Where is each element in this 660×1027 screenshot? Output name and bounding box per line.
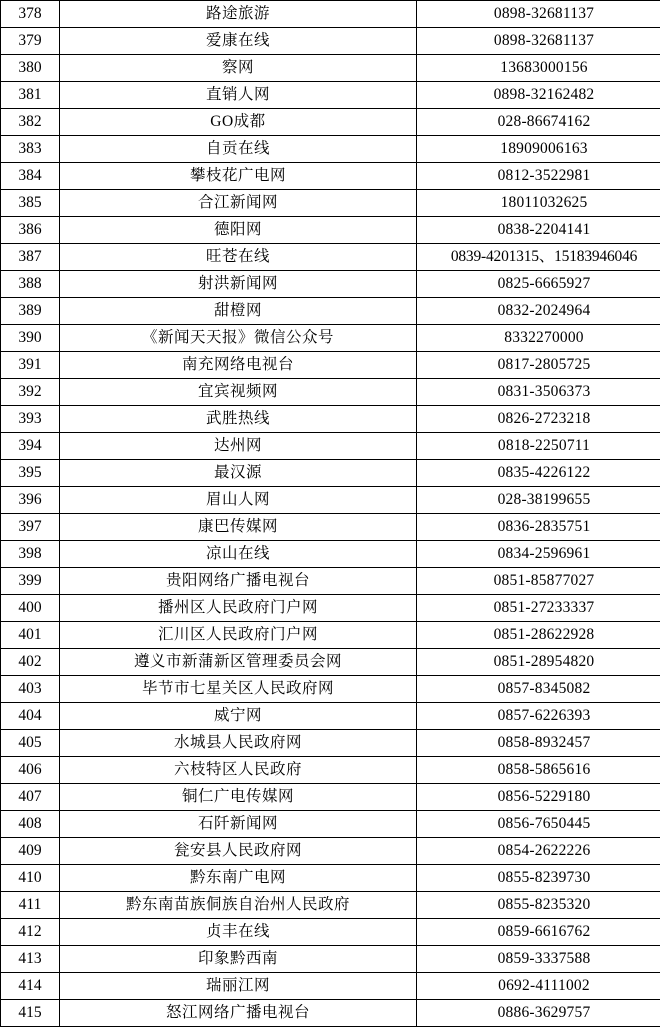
row-phone: 028-86674162 — [417, 109, 660, 136]
row-name: 旺苍在线 — [60, 244, 417, 271]
row-phone: 0858-8932457 — [417, 730, 660, 757]
row-index: 411 — [1, 892, 60, 919]
row-name: 达州网 — [60, 433, 417, 460]
row-index: 402 — [1, 649, 60, 676]
table-row — [1, 811, 660, 838]
row-name: 贞丰在线 — [60, 919, 417, 946]
table-row — [1, 1000, 660, 1027]
table-row — [1, 271, 660, 298]
table-row — [1, 190, 660, 217]
row-index: 403 — [1, 676, 60, 703]
row-index: 386 — [1, 217, 60, 244]
row-name: 汇川区人民政府门户网 — [60, 622, 417, 649]
row-phone: 0692-4111002 — [417, 973, 660, 1000]
row-name: 播州区人民政府门户网 — [60, 595, 417, 622]
row-name: 射洪新闻网 — [60, 271, 417, 298]
row-index: 378 — [1, 1, 60, 28]
table-row — [1, 55, 660, 82]
table-row — [1, 109, 660, 136]
table-row — [1, 433, 660, 460]
row-index: 413 — [1, 946, 60, 973]
row-phone: 0859-6616762 — [417, 919, 660, 946]
row-name: 毕节市七星关区人民政府网 — [60, 676, 417, 703]
row-phone: 0851-27233337 — [417, 595, 660, 622]
row-phone: 0818-2250711 — [417, 433, 660, 460]
row-index: 408 — [1, 811, 60, 838]
row-name: 康巴传媒网 — [60, 514, 417, 541]
table-row — [1, 649, 660, 676]
table-row — [1, 595, 660, 622]
row-name: 怒江网络广播电视台 — [60, 1000, 417, 1027]
table-row — [1, 973, 660, 1000]
table-body — [1, 1, 660, 1027]
row-index: 387 — [1, 244, 60, 271]
row-index: 385 — [1, 190, 60, 217]
row-index: 397 — [1, 514, 60, 541]
row-name: 爱康在线 — [60, 28, 417, 55]
row-index: 390 — [1, 325, 60, 352]
table-row — [1, 676, 660, 703]
row-phone: 0856-5229180 — [417, 784, 660, 811]
row-phone: 0838-2204141 — [417, 217, 660, 244]
row-phone: 18011032625 — [417, 190, 660, 217]
row-phone: 0898-32681137 — [417, 28, 660, 55]
row-name: 遵义市新蒲新区管理委员会网 — [60, 649, 417, 676]
table-row — [1, 487, 660, 514]
row-name: 黔东南苗族侗族自治州人民政府 — [60, 892, 417, 919]
row-name: 凉山在线 — [60, 541, 417, 568]
table-row — [1, 946, 660, 973]
table-row — [1, 163, 660, 190]
row-name: 德阳网 — [60, 217, 417, 244]
row-name: 路途旅游 — [60, 1, 417, 28]
table-row — [1, 622, 660, 649]
row-index: 398 — [1, 541, 60, 568]
row-index: 393 — [1, 406, 60, 433]
row-index: 409 — [1, 838, 60, 865]
row-index: 407 — [1, 784, 60, 811]
row-phone: 0859-3337588 — [417, 946, 660, 973]
row-index: 404 — [1, 703, 60, 730]
row-index: 412 — [1, 919, 60, 946]
row-index: 381 — [1, 82, 60, 109]
table-row — [1, 514, 660, 541]
row-name: 六枝特区人民政府 — [60, 757, 417, 784]
table-row — [1, 136, 660, 163]
table-row — [1, 28, 660, 55]
row-index: 384 — [1, 163, 60, 190]
row-phone: 0898-32681137 — [417, 1, 660, 28]
table-row — [1, 703, 660, 730]
row-name: 水城县人民政府网 — [60, 730, 417, 757]
row-index: 379 — [1, 28, 60, 55]
row-name: 威宁网 — [60, 703, 417, 730]
table-row — [1, 865, 660, 892]
row-index: 395 — [1, 460, 60, 487]
row-index: 388 — [1, 271, 60, 298]
row-phone: 0851-28622928 — [417, 622, 660, 649]
row-phone: 0835-4226122 — [417, 460, 660, 487]
table-row — [1, 838, 660, 865]
row-phone: 0857-8345082 — [417, 676, 660, 703]
row-phone: 0856-7650445 — [417, 811, 660, 838]
row-phone: 0839-4201315、15183946046 — [417, 244, 660, 271]
table-row — [1, 919, 660, 946]
row-phone: 0831-3506373 — [417, 379, 660, 406]
row-name: 瓮安县人民政府网 — [60, 838, 417, 865]
table-row — [1, 568, 660, 595]
row-index: 380 — [1, 55, 60, 82]
table-row — [1, 757, 660, 784]
row-name: 黔东南广电网 — [60, 865, 417, 892]
row-phone: 0812-3522981 — [417, 163, 660, 190]
table-row — [1, 325, 660, 352]
row-phone: 0825-6665927 — [417, 271, 660, 298]
row-name: 合江新闻网 — [60, 190, 417, 217]
row-index: 396 — [1, 487, 60, 514]
row-name: 《新闻天天报》微信公众号 — [60, 325, 417, 352]
row-phone: 0817-2805725 — [417, 352, 660, 379]
table-row — [1, 892, 660, 919]
row-name: GO成都 — [60, 109, 417, 136]
row-phone: 8332270000 — [417, 325, 660, 352]
row-name: 甜橙网 — [60, 298, 417, 325]
row-name: 察网 — [60, 55, 417, 82]
row-index: 382 — [1, 109, 60, 136]
row-phone: 18909006163 — [417, 136, 660, 163]
row-index: 401 — [1, 622, 60, 649]
row-index: 400 — [1, 595, 60, 622]
table-row — [1, 244, 660, 271]
row-phone: 0854-2622226 — [417, 838, 660, 865]
table-row — [1, 298, 660, 325]
row-phone: 0857-6226393 — [417, 703, 660, 730]
row-phone: 0855-8235320 — [417, 892, 660, 919]
row-index: 405 — [1, 730, 60, 757]
row-name: 攀枝花广电网 — [60, 163, 417, 190]
row-index: 389 — [1, 298, 60, 325]
row-name: 铜仁广电传媒网 — [60, 784, 417, 811]
row-name: 最汉源 — [60, 460, 417, 487]
row-phone: 0858-5865616 — [417, 757, 660, 784]
table-row — [1, 1, 660, 28]
table-row — [1, 541, 660, 568]
row-name: 瑞丽江网 — [60, 973, 417, 1000]
table-row — [1, 460, 660, 487]
row-name: 印象黔西南 — [60, 946, 417, 973]
row-name: 武胜热线 — [60, 406, 417, 433]
table-row — [1, 406, 660, 433]
row-index: 392 — [1, 379, 60, 406]
row-phone: 028-38199655 — [417, 487, 660, 514]
row-index: 410 — [1, 865, 60, 892]
row-phone: 0886-3629757 — [417, 1000, 660, 1027]
table-row — [1, 217, 660, 244]
row-name: 贵阳网络广播电视台 — [60, 568, 417, 595]
row-index: 383 — [1, 136, 60, 163]
row-name: 南充网络电视台 — [60, 352, 417, 379]
row-phone: 0832-2024964 — [417, 298, 660, 325]
row-phone: 0834-2596961 — [417, 541, 660, 568]
row-index: 414 — [1, 973, 60, 1000]
row-phone: 0851-85877027 — [417, 568, 660, 595]
row-index: 399 — [1, 568, 60, 595]
table-row — [1, 730, 660, 757]
row-name: 眉山人网 — [60, 487, 417, 514]
row-phone: 0851-28954820 — [417, 649, 660, 676]
row-name: 直销人网 — [60, 82, 417, 109]
row-name: 自贡在线 — [60, 136, 417, 163]
row-name: 宜宾视频网 — [60, 379, 417, 406]
row-name: 石阡新闻网 — [60, 811, 417, 838]
row-phone: 13683000156 — [417, 55, 660, 82]
table-row — [1, 352, 660, 379]
row-index: 406 — [1, 757, 60, 784]
row-index: 415 — [1, 1000, 60, 1027]
row-phone: 0855-8239730 — [417, 865, 660, 892]
table-row — [1, 379, 660, 406]
row-index: 394 — [1, 433, 60, 460]
table-row — [1, 82, 660, 109]
table-row — [1, 784, 660, 811]
row-phone: 0898-32162482 — [417, 82, 660, 109]
row-index: 391 — [1, 352, 60, 379]
row-phone: 0826-2723218 — [417, 406, 660, 433]
row-phone: 0836-2835751 — [417, 514, 660, 541]
